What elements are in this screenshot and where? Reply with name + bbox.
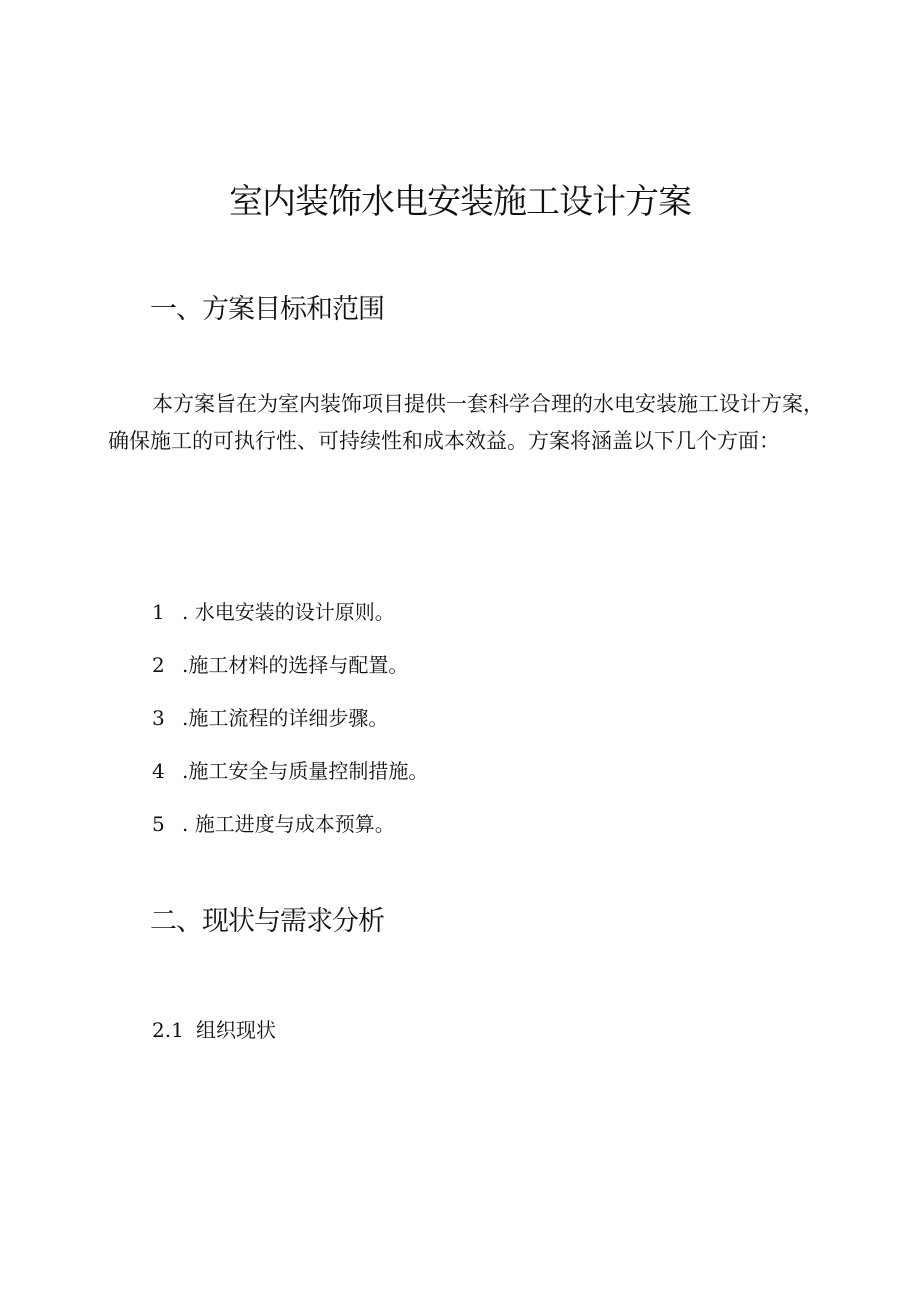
- list-item-number: 3: [152, 706, 165, 730]
- document-title: 室内装饰水电安装施工设计方案: [229, 182, 691, 222]
- subsection-heading: [152, 1012, 276, 1048]
- section-1-list: [152, 586, 428, 851]
- subsection-title: 组织现状: [196, 1018, 276, 1042]
- section-heading-1: 一、方案目标和范围: [150, 294, 384, 325]
- section-heading-2: 二、现状与需求分析: [150, 906, 384, 937]
- list-item: [152, 745, 428, 798]
- list-item: [152, 586, 428, 639]
- list-item-number: 2: [152, 653, 165, 677]
- list-item-text: .施工材料的选择与配置。: [182, 653, 409, 677]
- list-item-number: 5: [152, 812, 165, 836]
- list-item-number: 1: [152, 600, 165, 624]
- list-item-text: .施工流程的详细步骤。: [182, 706, 389, 730]
- list-item: [152, 639, 428, 692]
- list-item-number: 4: [152, 759, 165, 783]
- list-item: [152, 798, 428, 851]
- list-item-text: . 施工进度与成本预算。: [182, 812, 395, 836]
- list-item-text: .施工安全与质量控制措施。: [182, 759, 429, 783]
- list-item: [152, 692, 428, 745]
- list-item-text: . 水电安装的设计原则。: [182, 600, 395, 624]
- subsection-number: 2.1: [152, 1018, 184, 1042]
- section-1-paragraph: 本方案旨在为室内装饰项目提供一套科学合理的水电安装施工设计方案，确保施工的可执行性、可持续性和成本效益。方案将涵盖以下几个方面：: [108, 392, 824, 453]
